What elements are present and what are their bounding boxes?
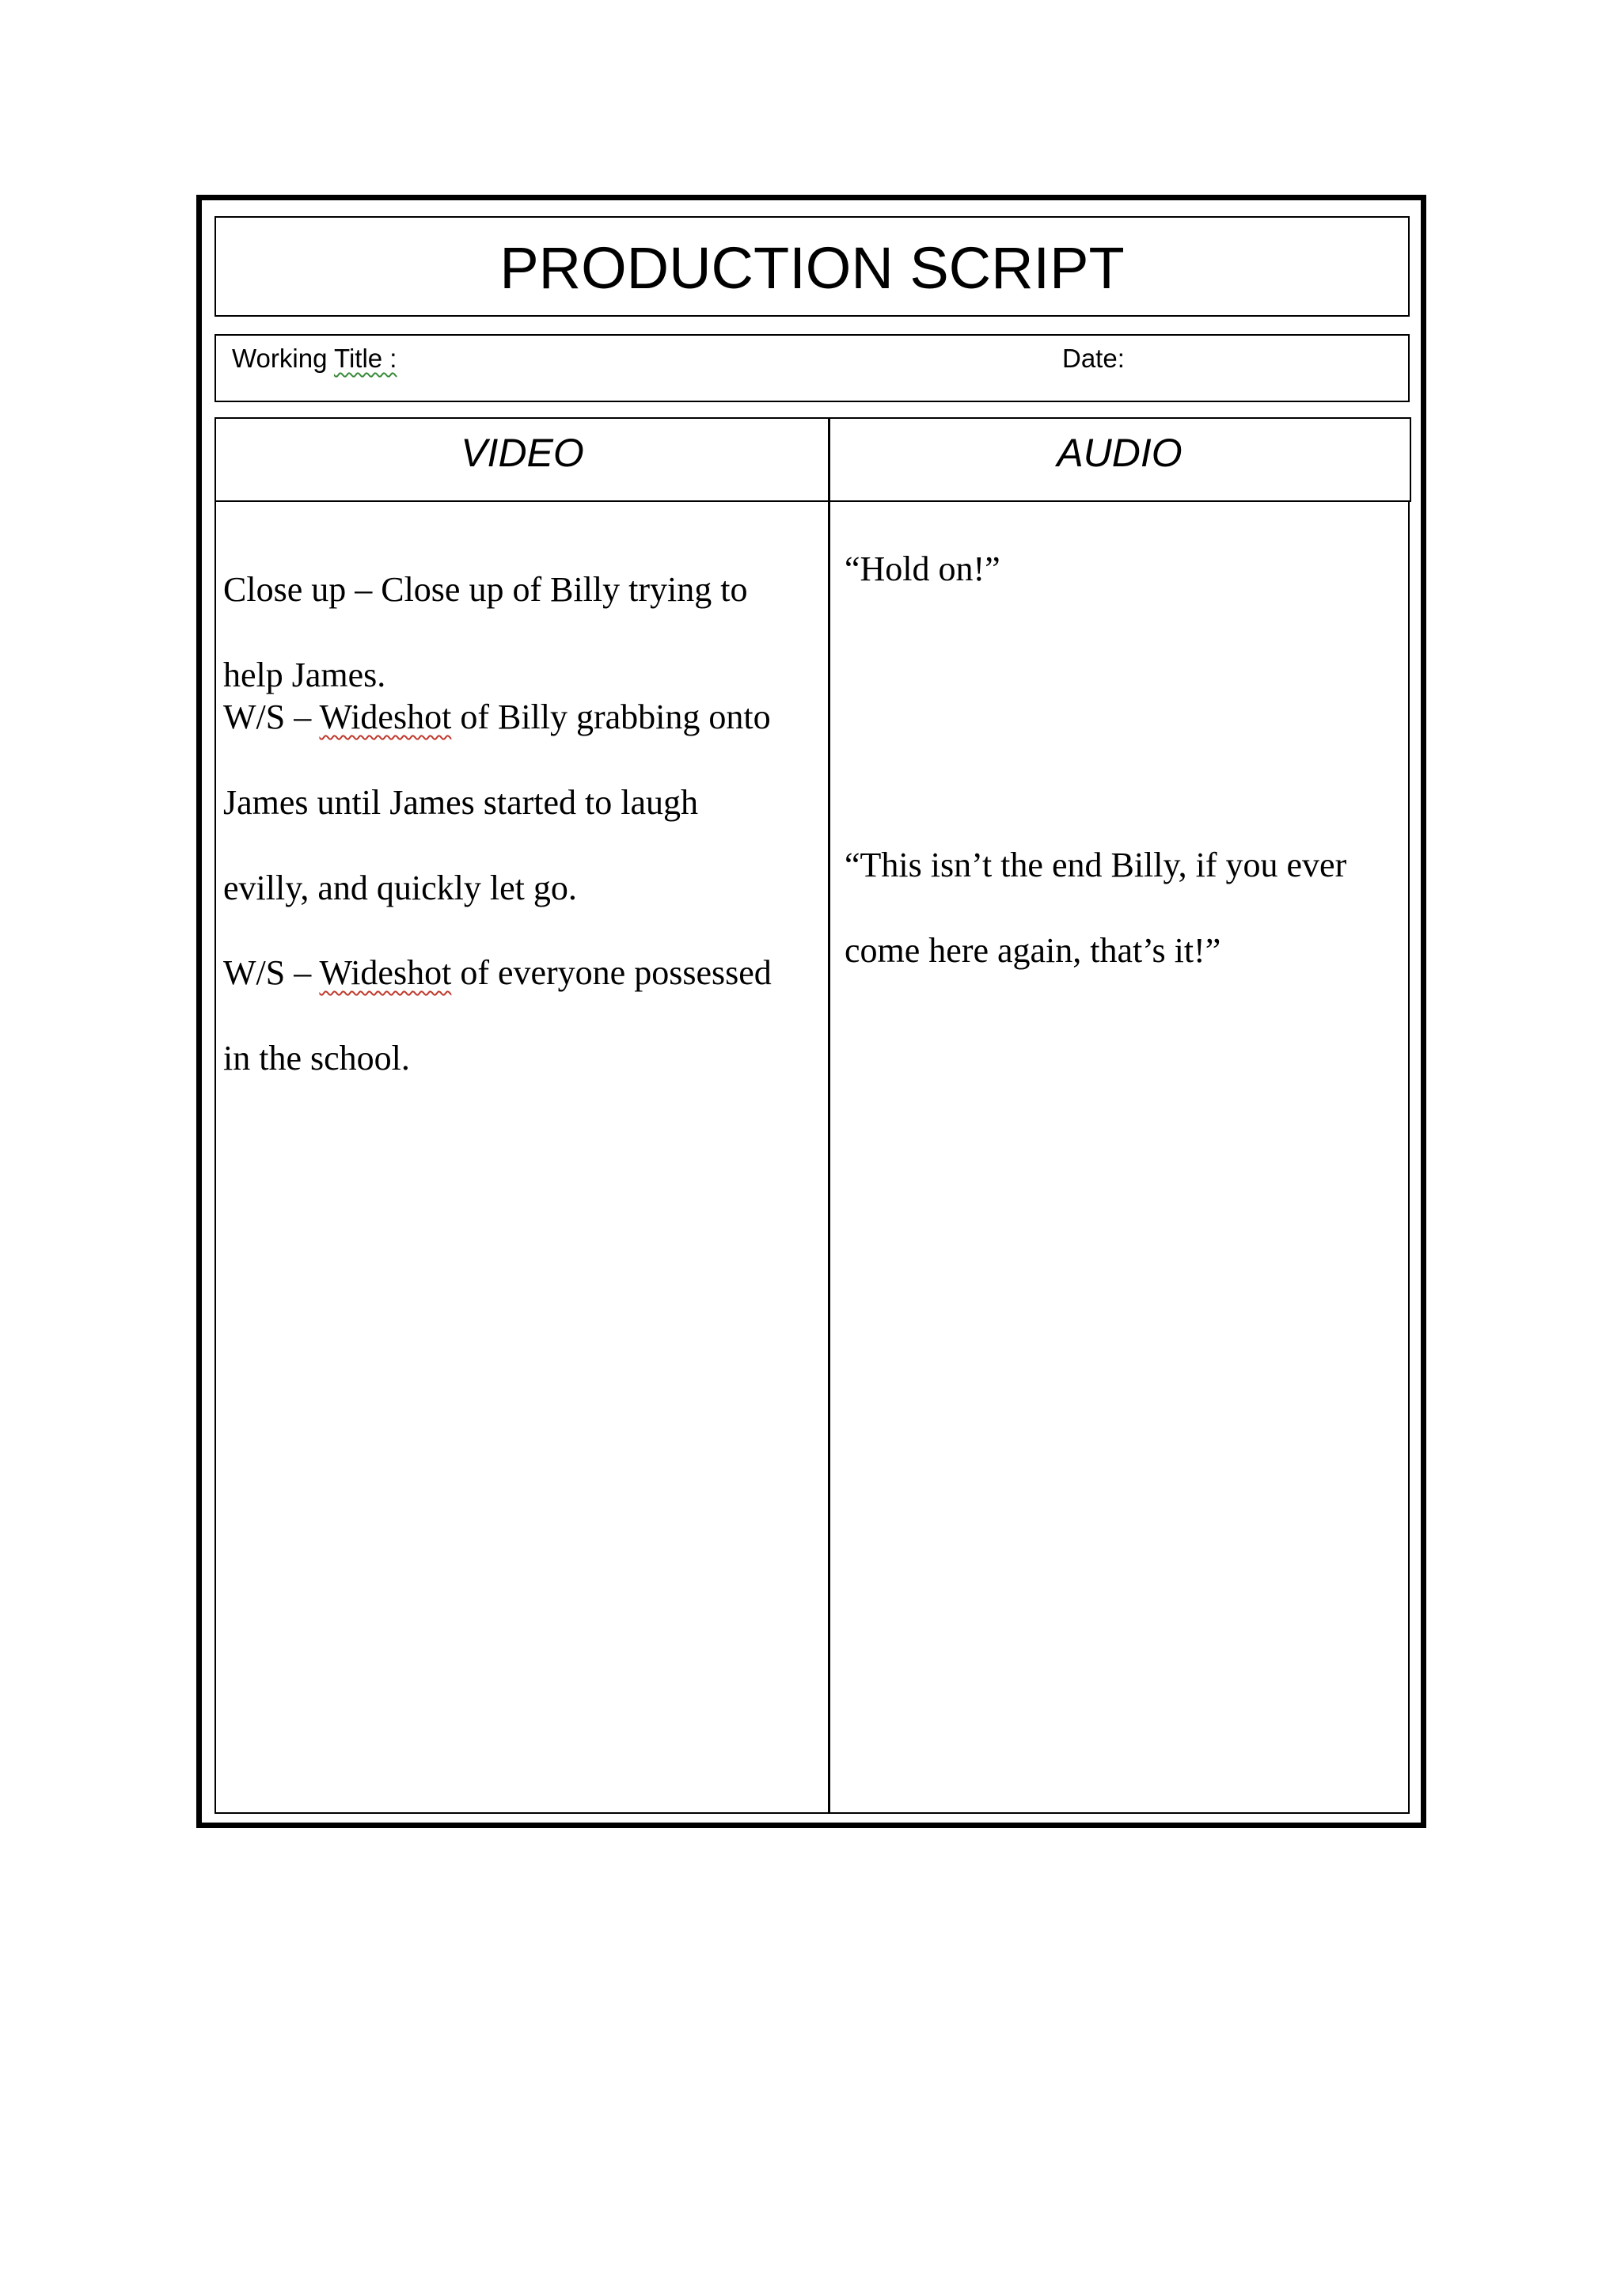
- video-entry-2-rest: of Billy grabbing onto: [451, 698, 771, 736]
- video-entry-2-line2: James until James started to laugh: [223, 783, 698, 822]
- video-entry-3-line2: in the school.: [223, 1039, 410, 1078]
- video-entry-2-line1: [223, 696, 771, 739]
- video-entry-3-rest: of everyone possessed: [451, 953, 772, 992]
- video-entry-2-line3: evilly, and quickly let go.: [223, 869, 577, 907]
- audio-column-header: [828, 417, 1411, 502]
- date-label: Date:: [1062, 344, 1125, 373]
- audio-entry-2: [845, 801, 1346, 1015]
- video-header-label: VIDEO: [461, 431, 584, 475]
- video-entry-3: [223, 909, 772, 1123]
- video-entry-3-prefix: W/S –: [223, 953, 320, 992]
- working-title-prefix: Working: [232, 344, 335, 373]
- audio-entry-1: [845, 505, 1000, 633]
- working-title-word: Title :: [334, 344, 397, 373]
- column-divider: [828, 500, 830, 1814]
- video-entry-3-line1: [223, 952, 772, 994]
- video-entry-2-word: Wideshot: [319, 698, 452, 736]
- meta-row: [214, 334, 1410, 402]
- working-title-label: [232, 344, 397, 374]
- video-column-header: [214, 417, 830, 502]
- title-box: [214, 216, 1410, 317]
- audio-entry-2-line1: “This isn’t the end Billy, if you ever: [845, 846, 1347, 884]
- video-entry-2-prefix: W/S –: [223, 698, 320, 736]
- video-entry-1-line2: help James.: [223, 656, 386, 694]
- audio-entry-2-line2: come here again, that’s it!”: [845, 931, 1221, 970]
- video-entry-2: [223, 653, 771, 952]
- video-entry-1-line1: Close up – Close up of Billy trying to: [223, 570, 748, 609]
- audio-entry-1-line1: “Hold on!”: [845, 549, 1000, 588]
- page-title: PRODUCTION SCRIPT: [499, 235, 1125, 301]
- video-entry-3-word: Wideshot: [319, 953, 452, 992]
- audio-header-label: AUDIO: [1057, 431, 1183, 475]
